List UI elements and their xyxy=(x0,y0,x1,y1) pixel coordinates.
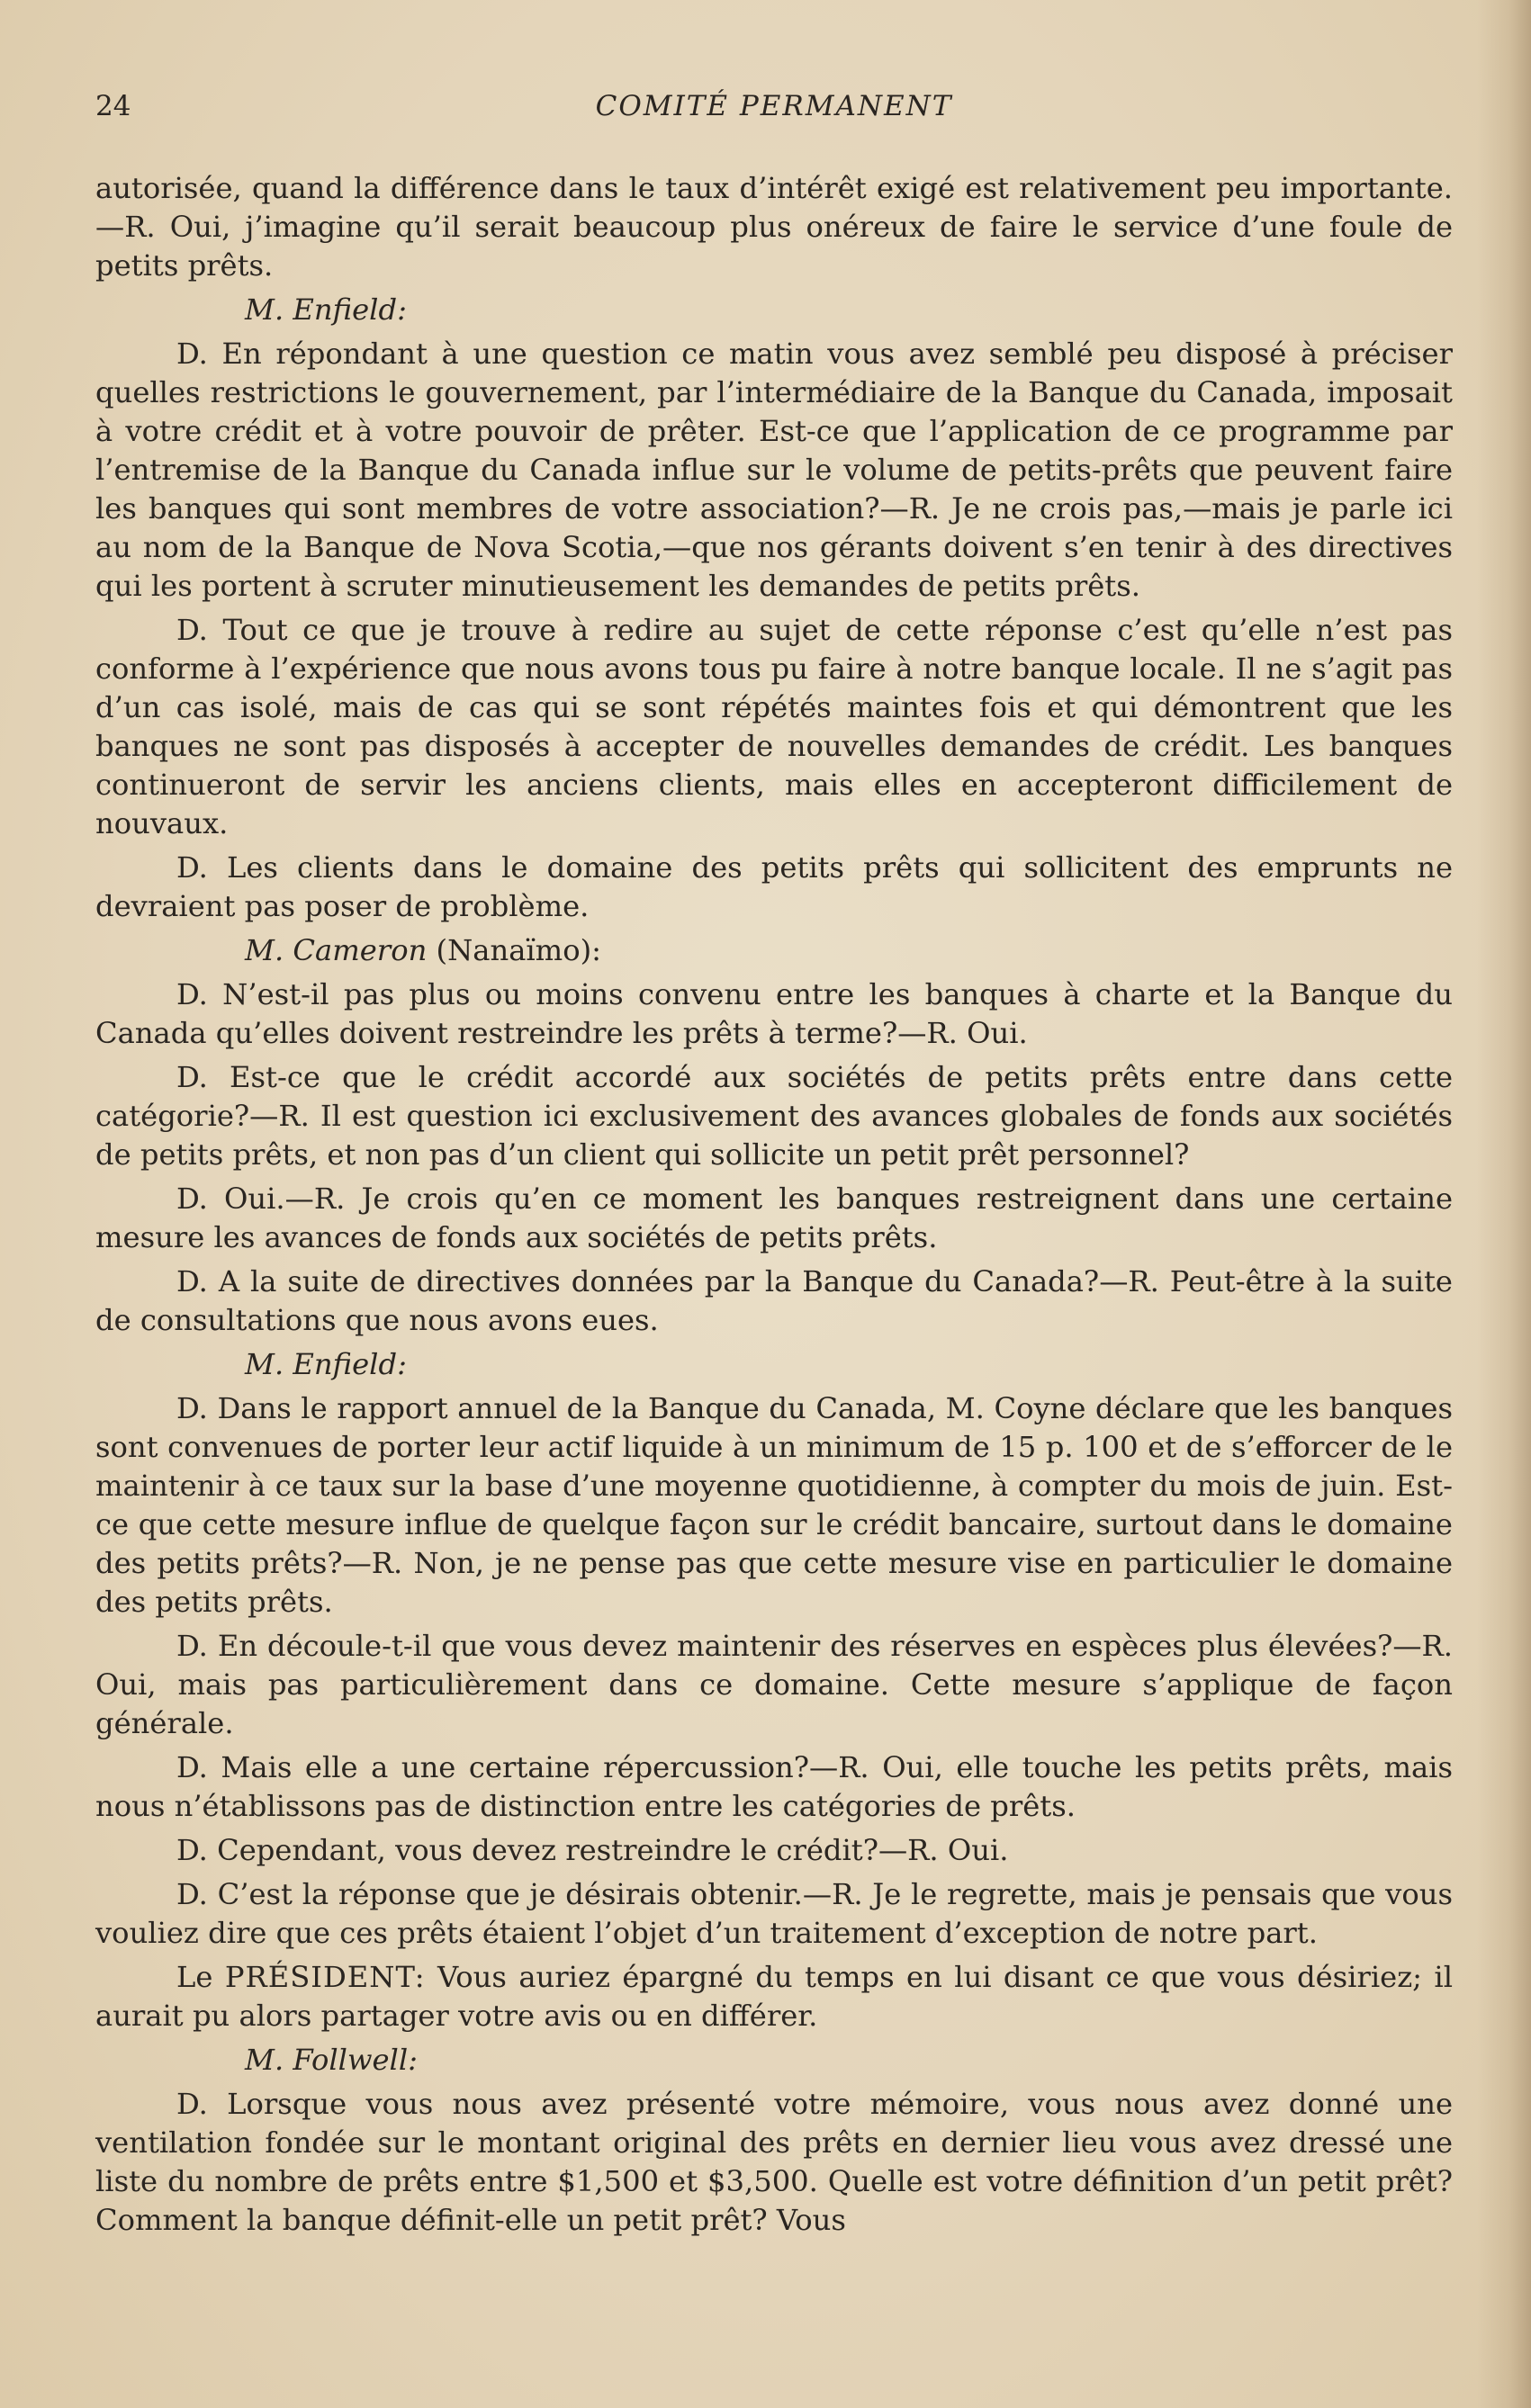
paragraph: D. Lorsque vous nous avez présenté votre mémoire, vous nous avez donné une ventilation fondée sur le montant original des prêts en dernier lieu vous avez dressé une liste du nombre de prêts entre $1,500 et $3,500. Quelle est votre définition d’un petit prêt? Comment la banque définit-elle un petit prêt? Vous xyxy=(95,2087,1453,2237)
president-text: Vous auriez épargné du temps en lui disant ce que vous désiriez; il aurait pu alors partager votre avis ou en différer. xyxy=(95,1960,1453,2033)
paragraph: D. Les clients dans le domaine des petits prêts qui sollicitent des emprunts ne devraient pas poser de problème. xyxy=(95,850,1453,923)
speaker-name: M. Cameron xyxy=(245,933,428,967)
paragraph: D. Cependant, vous devez restreindre le crédit?—R. Oui. xyxy=(176,1833,1009,1867)
page-header xyxy=(95,90,1453,135)
paragraph: D. Dans le rapport annuel de la Banque du Canada, M. Coyne déclare que les banques sont convenues de porter leur actif liquide à un minimum de 15 p. 100 et de s’efforcer de le maintenir à ce taux sur la base d’une moyenne quotidienne, à compter du mois de juin. Est-ce que cette mesure influe de quelque façon sur le crédit bancaire, surtout dans le domaine des petits prêts?—R. Non, je ne pense pas que cette mesure vise en particulier le domaine des petits prêts. xyxy=(95,1391,1453,1619)
paragraph: D. Est-ce que le crédit accordé aux sociétés de petits prêts entre dans cette catégorie?—R. Il est question ici exclusivement des avances globales de fonds aux sociétés de petits prêts, et non pas d’un client qui sollicite un petit prêt personnel? xyxy=(95,1060,1453,1172)
paragraph: autorisée, quand la différence dans le taux d’intérêt exigé est relativement peu importante.—R. Oui, j’imagine qu’il serait beaucoup plus onéreux de faire le service d’une foule de petits prêts. xyxy=(95,171,1453,283)
paragraph xyxy=(95,1958,1453,2035)
paragraph: D. Mais elle a une certaine répercussion?—R. Oui, elle touche les petits prêts, mais nous n’établissons pas de distinction entre les catégories de prêts. xyxy=(95,1750,1453,1823)
speaker-heading xyxy=(95,931,1453,970)
running-title: COMITÉ PERMANENT xyxy=(595,90,953,122)
paragraph: D. En répondant à une question ce matin vous avez semblé peu disposé à préciser quelles restrictions le gouvernement, par l’intermédiaire de la Banque du Canada, imposait à votre crédit et à votre pouvoir de prêter. Est-ce que l’application de ce programme par l’entremise de la Banque du Canada influe sur le volume de petits-prêts que peuvent faire les banques qui sont membres de votre association?—R. Je ne crois pas,—mais je parle ici au nom de la Banque de Nova Scotia,—que nos gérants doivent s’en tenir à des directives qui les portent à scruter minutieusement les demandes de petits prêts. xyxy=(95,337,1453,603)
speaker-heading: M. Follwell: xyxy=(245,2043,418,2077)
president-prefix: Le xyxy=(176,1960,213,1994)
paragraph: D. N’est-il pas plus ou moins convenu entre les banques à charte et la Banque du Canada qu’elles doivent restreindre les prêts à terme?—R. Oui. xyxy=(95,977,1453,1050)
paragraph: D. C’est la réponse que je désirais obtenir.—R. Je le regrette, mais je pensais que vous vouliez dire que ces prêts étaient l’objet d’un traitement d’exception de notre part. xyxy=(95,1877,1453,1950)
paragraph: D. En découle-t-il que vous devez maintenir des réserves en espèces plus élevées?—R. Oui, mais pas particulièrement dans ce domaine. Cette mesure s’applique de façon générale. xyxy=(95,1629,1453,1740)
paragraph: D. Tout ce que je trouve à redire au sujet de cette réponse c’est qu’elle n’est pas conforme à l’expérience que nous avons tous pu faire à notre banque locale. Il ne s’agit pas d’un cas isolé, mais de cas qui se sont répétés maintes fois et qui démontrent que les banques ne sont pas disposés à accepter de nouvelles demandes de crédit. Les banques continueront de servir les anciens clients, mais elles en accepteront difficilement de nouvaux. xyxy=(95,613,1453,840)
page-number: 24 xyxy=(95,90,131,122)
paragraph: D. Oui.—R. Je crois qu’en ce moment les banques restreignent dans une certaine mesure les avances de fonds aux sociétés de petits prêts. xyxy=(95,1182,1453,1254)
body-text xyxy=(95,169,1453,2245)
speaker-riding: (Nanaïmo): xyxy=(436,933,601,967)
president-label: PRÉSIDENT: xyxy=(224,1960,426,1994)
page-edge-shadow xyxy=(1477,0,1531,2408)
paragraph: D. A la suite de directives données par la Banque du Canada?—R. Peut-être à la suite de consultations que nous avons eues. xyxy=(95,1264,1453,1337)
speaker-heading: M. Enfield: xyxy=(245,292,407,327)
speaker-heading: M. Enfield: xyxy=(245,1347,407,1381)
